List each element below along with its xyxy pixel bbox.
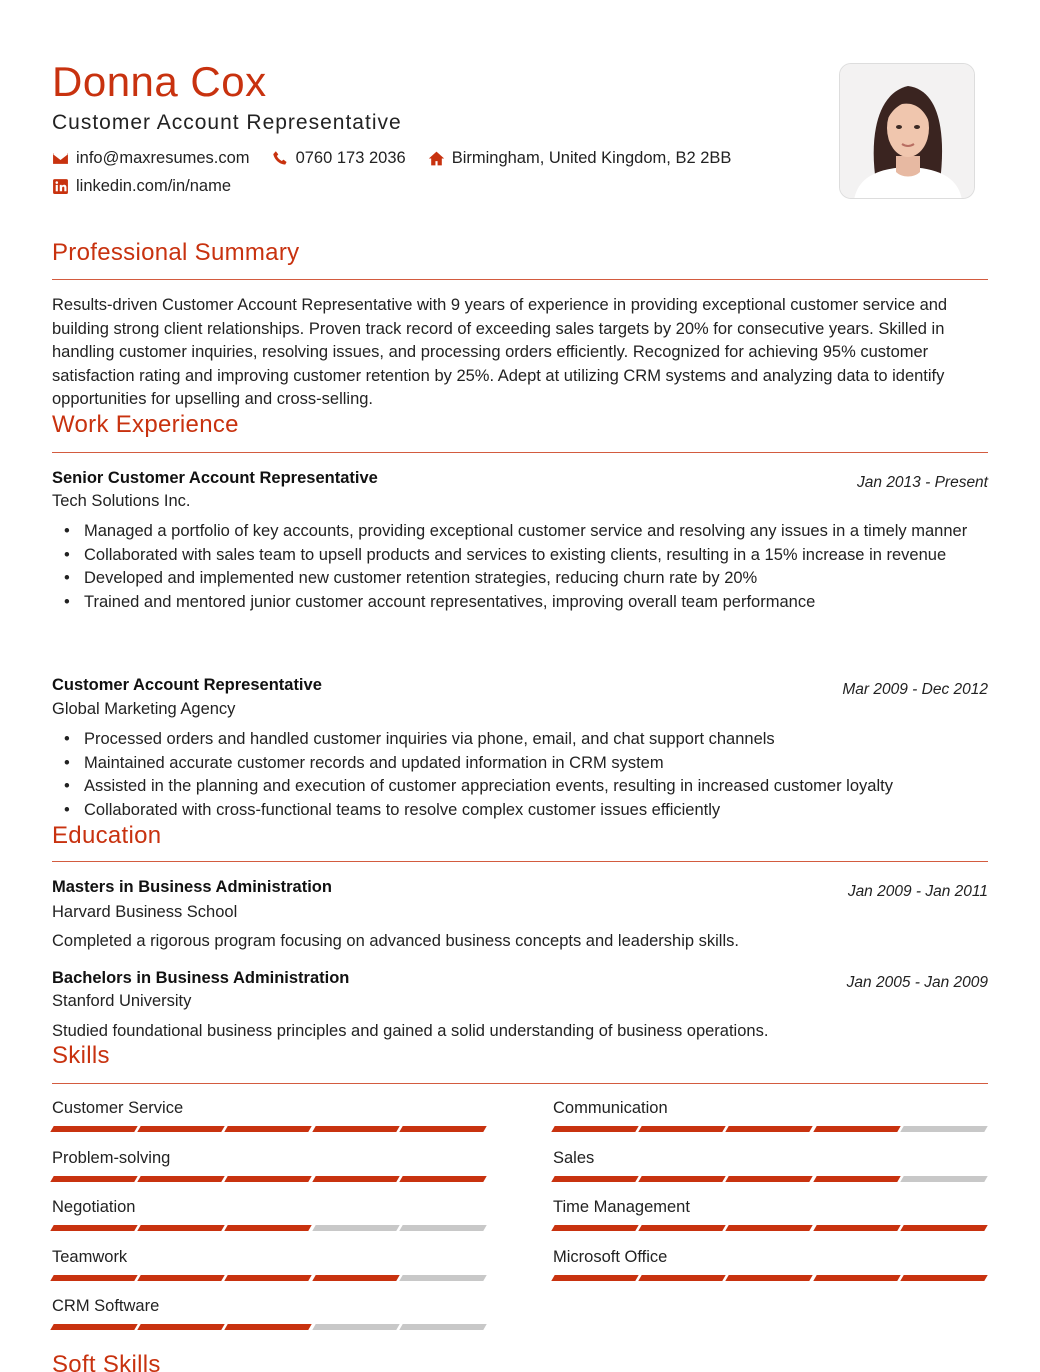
job-dates: Jan 2013 - Present [857,474,988,491]
skill-rating-segment [50,1176,137,1182]
skill-name: Teamwork [52,1247,128,1266]
skill-rating-segment [50,1324,137,1330]
job-dates: Mar 2009 - Dec 2012 [842,681,988,698]
skill-item [553,1149,989,1182]
skill-item [553,1198,989,1231]
section-divider [52,861,988,862]
skill-rating-bar [553,1126,989,1132]
job-bullets [52,520,988,614]
email-text: info@maxresumes.com [76,149,250,167]
skill-rating-segment [551,1275,638,1281]
skill-rating-segment [137,1275,224,1281]
edu-dates: Jan 2009 - Jan 2011 [847,883,988,900]
skill-rating-segment [50,1126,137,1132]
location-text: Birmingham, United Kingdom, B2 2BB [451,149,732,167]
job-company: Tech Solutions Inc. [52,492,191,510]
contact-location [428,149,732,168]
skill-name: CRM Software [52,1297,160,1315]
skill-item [52,1198,488,1231]
skill-item [52,1248,488,1281]
skill-rating-segment [726,1176,813,1182]
skill-rating-segment [551,1126,638,1132]
skill-rating-segment [312,1176,399,1182]
skill-rating-segment [900,1225,987,1231]
skill-name: Sales [553,1148,595,1167]
skill-rating-segment [900,1176,987,1182]
list-item: • Collaborated with sales team to upsell products and services to existing clients, resulting in a 15% increase in revenue [52,544,988,568]
skill-rating-bar [52,1324,488,1330]
list-item: • Trained and mentored junior customer account representatives, improving overall team performance [52,591,988,615]
skill-rating-bar [52,1275,488,1281]
skill-rating-segment [399,1324,486,1330]
list-item: • Managed a portfolio of key accounts, providing exceptional customer service and resolving any issues in a timely manner [52,520,988,544]
skill-rating-segment [638,1176,725,1182]
contact-linkedin[interactable] [52,177,231,196]
skill-name: Problem-solving [52,1148,171,1167]
skill-rating-segment [638,1126,725,1132]
contact-phone[interactable] [272,149,406,168]
candidate-name: Donna Cox [52,58,267,105]
candidate-title: Customer Account Representative [52,111,402,134]
profile-photo [839,63,975,199]
portrait-image [840,64,975,199]
skill-rating-segment [225,1324,312,1330]
contact-row-primary [52,149,753,168]
edu-degree: Masters in Business Administration [52,878,332,896]
skill-rating-segment [225,1126,312,1132]
skill-rating-segment [225,1275,312,1281]
edu-degree: Bachelors in Business Administration [52,969,350,987]
skill-item [52,1099,488,1132]
skill-rating-bar [52,1126,488,1132]
skill-rating-segment [137,1324,224,1330]
skill-name: Communication [553,1099,668,1117]
skill-rating-segment [312,1225,399,1231]
envelope-icon [52,150,69,167]
skill-rating-segment [137,1225,224,1231]
phone-icon [272,150,289,167]
skill-rating-segment [399,1176,486,1182]
skill-rating-segment [638,1275,725,1281]
skill-name: Customer Service [52,1099,184,1117]
edu-school: Harvard Business School [52,903,238,921]
skill-rating-segment [399,1225,486,1231]
skill-name: Microsoft Office [553,1247,668,1266]
skill-rating-segment [813,1275,900,1281]
skill-rating-segment [813,1225,900,1231]
skill-rating-segment [50,1225,137,1231]
skill-rating-segment [399,1126,486,1132]
skill-rating-segment [551,1176,638,1182]
skill-name: Negotiation [52,1198,136,1216]
skill-rating-segment [50,1275,137,1281]
skill-item [553,1248,989,1281]
skill-rating-segment [137,1176,224,1182]
contact-email[interactable] [52,149,250,168]
linkedin-icon [52,178,69,195]
skill-item [553,1099,989,1132]
skill-rating-bar [553,1176,989,1182]
section-divider [52,279,988,280]
skill-rating-segment [312,1324,399,1330]
skill-rating-segment [726,1225,813,1231]
skill-item [52,1149,488,1182]
edu-description: Completed a rigorous program focusing on advanced business concepts and leadership skills. [52,932,739,950]
job-role: Senior Customer Account Representative [52,469,378,487]
skill-name: Time Management [553,1198,690,1216]
skill-rating-segment [900,1126,987,1132]
skill-rating-segment [726,1126,813,1132]
list-item: • Assisted in the planning and execution of customer appreciation events, resulting in increased customer loyalty [52,775,988,799]
skill-rating-segment [900,1275,987,1281]
list-item: • Maintained accurate customer records and updated information in CRM system [52,752,988,776]
section-divider [52,452,988,453]
list-item: • Processed orders and handled customer inquiries via phone, email, and chat support channels [52,728,988,752]
contact-row-secondary [52,177,253,196]
edu-school: Stanford University [52,992,192,1010]
section-title-summary: Professional Summary [52,239,300,266]
skill-rating-segment [638,1225,725,1231]
skill-rating-segment [225,1225,312,1231]
skill-item [52,1297,488,1330]
job-role: Customer Account Representative [52,676,322,694]
skill-rating-segment [551,1225,638,1231]
skill-rating-segment [726,1275,813,1281]
skill-rating-bar [553,1225,989,1231]
section-divider [52,1083,988,1084]
job-bullets [52,728,988,822]
skill-rating-bar [52,1225,488,1231]
edu-description: Studied foundational business principles and gained a solid understanding of business operations. [52,1022,769,1040]
summary-text: Results-driven Customer Account Representative with 9 years of experience in providing exceptional customer service and building strong client relationships. Proven track record of exceeding sales targets by 20% for consecutive years. Skilled in handling customer inquiries, resolving issues, and processing orders efficiently. Recognized for achieving 95% customer satisfaction rating and improving customer retention by 25%. Adept at utilizing CRM systems and analyzing data to identify opportunities for upselling and cross-selling. [52,296,948,409]
job-company: Global Marketing Agency [52,700,236,718]
skill-rating-segment [225,1176,312,1182]
skill-rating-segment [312,1126,399,1132]
skill-rating-segment [137,1126,224,1132]
skill-rating-segment [312,1275,399,1281]
section-title-experience: Work Experience [52,411,239,438]
phone-text: 0760 173 2036 [295,149,406,167]
skill-rating-segment [399,1275,486,1281]
linkedin-text: linkedin.com/in/name [76,177,231,195]
list-item: • Developed and implemented new customer retention strategies, reducing churn rate by 20% [52,567,988,591]
edu-dates: Jan 2005 - Jan 2009 [846,974,988,991]
section-title-soft-skills: Soft Skills [52,1351,161,1372]
skill-rating-bar [553,1275,989,1281]
skill-rating-segment [813,1126,900,1132]
section-title-skills: Skills [52,1042,110,1069]
skill-rating-segment [813,1176,900,1182]
home-icon [428,150,445,167]
skill-rating-bar [52,1176,488,1182]
list-item: • Collaborated with cross-functional teams to resolve complex customer issues efficiently [52,799,988,823]
section-title-education: Education [52,822,162,849]
